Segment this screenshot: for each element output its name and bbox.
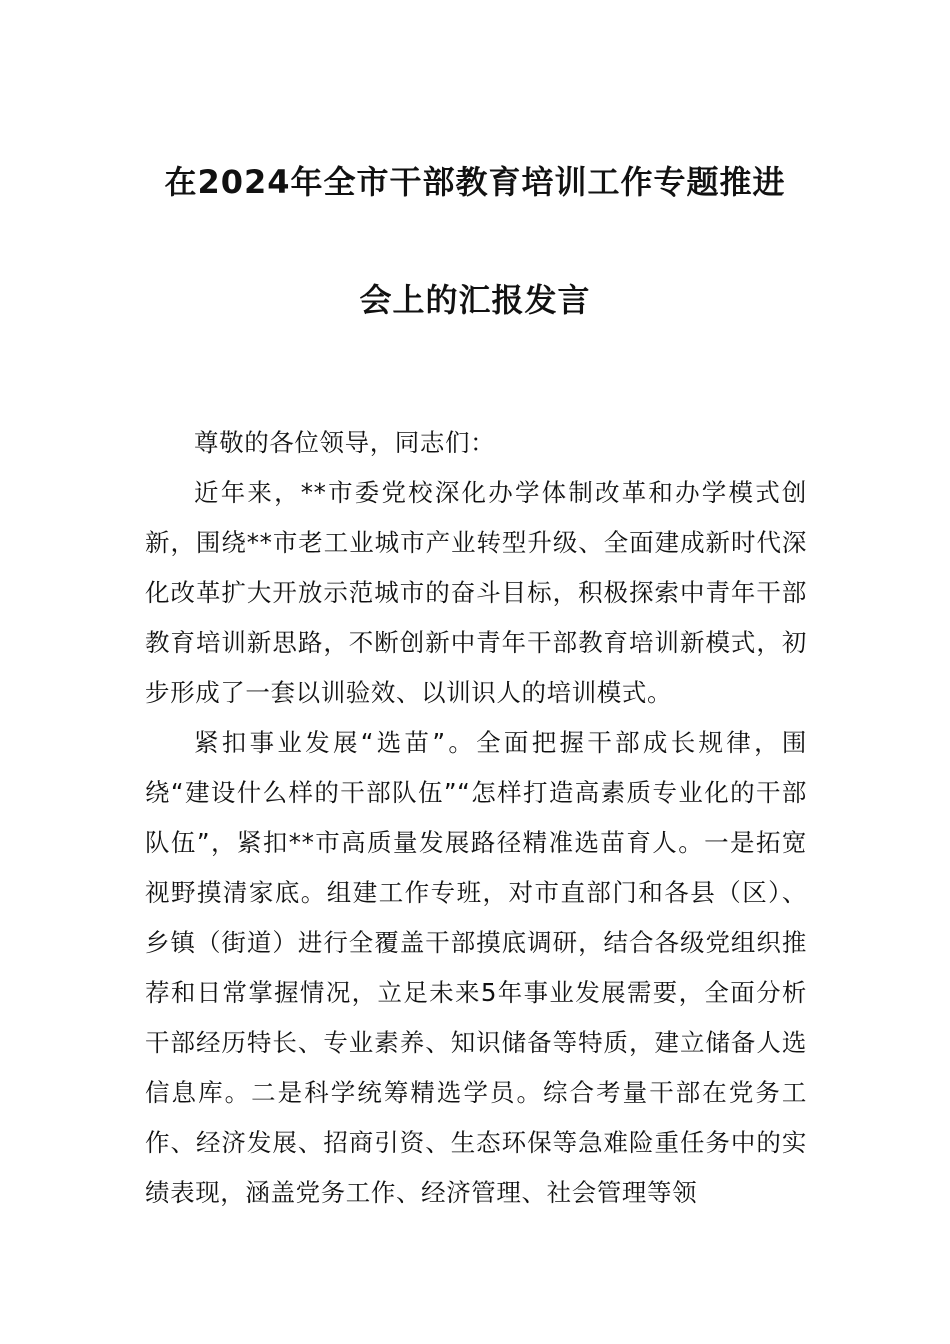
paragraph-intro: 近年来，**市委党校深化办学体制改革和办学模式创新，围绕**市老工业城市产业转型升级、全面建成新时代深化改革扩大开放示范城市的奋斗目标，积极探索中青年干部教育培训新思路，不断创新中青年干部教育培训新模式，初步形成了一套以训验效、以训识人的培训模式。 (145, 478, 807, 707)
document-title-line-2: 会上的汇报发言 (359, 281, 591, 319)
document-body (145, 418, 807, 1218)
paragraph-select-seedlings: 紧扣事业发展“选苗”。全面把握干部成长规律，围绕“建设什么样的干部队伍”“怎样打造高素质专业化的干部队伍”，紧扣**市高质量发展路径精准选苗育人。一是拓宽视野摸清家底。组建工作专班，对市直部门和各县（区）、乡镇（街道）进行全覆盖干部摸底调研，结合各级党组织推荐和日常掌握情况，立足未来5年事业发展需要，全面分析干部经历特长、专业素养、知识储备等特质，建立储备人选信息库。二是科学统筹精选学员。综合考量干部在党务工作、经济发展、招商引资、生态环保等急难险重任务中的实绩表现，涵盖党务工作、经济管理、社会管理等领 (145, 728, 807, 1207)
salutation: 尊敬的各位领导，同志们： (194, 428, 496, 457)
document-title-line-1: 在2024年全市干部教育培训工作专题推进 (164, 163, 786, 201)
